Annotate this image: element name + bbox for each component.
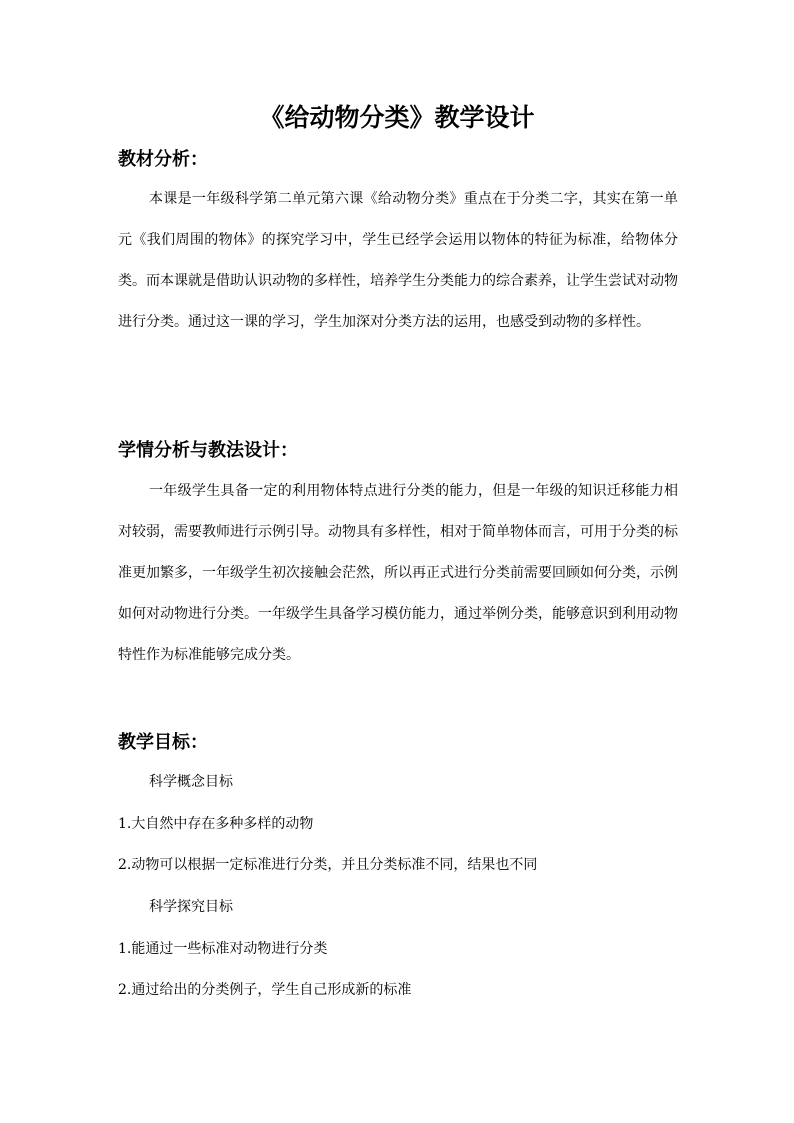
goal-concept-label: 科学概念目标 bbox=[149, 774, 233, 790]
goal-inquiry-item-2: 2.通过给出的分类例子，学生自己形成新的标准 bbox=[118, 982, 412, 998]
paragraph-textbook-analysis: 本课是一年级科学第二单元第六课《给动物分类》重点在于分类二字，其实在第一单元《我们周围的物体》的探究学习中，学生已经学会运用以物体的特征为标准，给物体分类。而本课就是借助认识动物的多样性，培养学生分类能力的综合素养，让学生尝试对动物进行分类。通过这一课的学习，学生加深对分类方法的运用，也感受到动物的多样性。 bbox=[118, 191, 678, 330]
paragraph-student-analysis: 一年级学生具备一定的利用物体特点进行分类的能力，但是一年级的知识迁移能力相对较弱，需要教师进行示例引导。动物具有多样性，相对于简单物体而言，可用于分类的标准更加繁多，一年级学生初次接触会茫然，所以再正式进行分类前需要回顾如何分类，示例如何对动物进行分类。一年级学生具备学习模仿能力，通过举例分类，能够意识到利用动物特性作为标准能够完成分类。 bbox=[118, 483, 678, 663]
heading-teaching-goals: 教学目标： bbox=[118, 732, 208, 753]
goal-inquiry-item-1: 1.能通过一些标准对动物进行分类 bbox=[118, 941, 328, 957]
heading-textbook-analysis: 教材分析： bbox=[118, 149, 208, 170]
goal-inquiry-label: 科学探究目标 bbox=[149, 899, 233, 915]
goal-concept-item-1: 1.大自然中存在多种多样的动物 bbox=[118, 816, 314, 832]
heading-student-analysis: 学情分析与教法设计： bbox=[118, 440, 298, 461]
goal-concept-item-2: 2.动物可以根据一定标准进行分类，并且分类标准不同，结果也不同 bbox=[118, 857, 538, 873]
document-title: 《给动物分类》教学设计 bbox=[259, 103, 535, 132]
